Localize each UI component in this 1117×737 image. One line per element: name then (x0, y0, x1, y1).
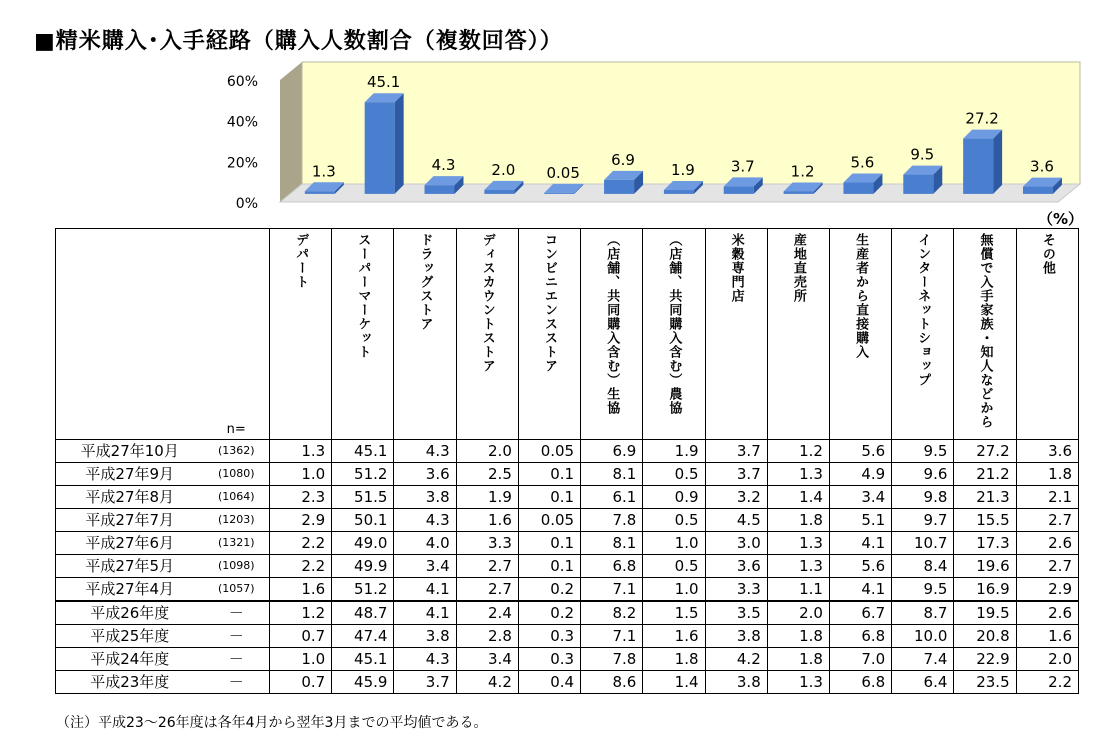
column-header (892, 229, 954, 440)
table-cell: 3.6 (1016, 440, 1078, 463)
column-header-line: 無償で入手 (977, 233, 993, 303)
table-cell: 3.3 (705, 578, 767, 602)
table-cell: 3.5 (705, 601, 767, 625)
table-row (56, 625, 1079, 648)
column-header-label: 生産者から直接購入 (853, 233, 869, 359)
row-n: － (204, 625, 270, 648)
table-cell: 0.7 (270, 671, 332, 694)
table-cell: 3.8 (394, 625, 456, 648)
table-cell: 4.2 (705, 648, 767, 671)
table-cell: 2.6 (1016, 532, 1078, 555)
table-cell: 3.3 (456, 532, 518, 555)
bar-value-label: 9.5 (910, 145, 935, 164)
table-cell: 5.1 (829, 509, 891, 532)
table-cell: 0.9 (643, 486, 705, 509)
table-cell: 50.1 (332, 509, 394, 532)
bar (843, 183, 873, 194)
table-cell: 1.0 (643, 532, 705, 555)
table-cell: 2.0 (1016, 648, 1078, 671)
column-header-label: インターネットショップ (915, 233, 931, 387)
bar (425, 185, 455, 194)
table-cell: 1.8 (1016, 463, 1078, 486)
table-cell: 45.1 (332, 440, 394, 463)
table-cell: 3.4 (394, 555, 456, 578)
column-header-line: 生協 (604, 387, 620, 415)
table-cell: 1.8 (643, 648, 705, 671)
table-cell: 6.9 (581, 440, 643, 463)
table-cell: 4.3 (394, 648, 456, 671)
table-cell: 45.1 (332, 648, 394, 671)
row-n: (1098) (204, 555, 270, 578)
table-cell: 7.0 (829, 648, 891, 671)
table-cell: 3.4 (829, 486, 891, 509)
bar-value-label: 0.05 (546, 163, 580, 182)
bar (784, 191, 814, 193)
table-cell: 0.05 (518, 440, 580, 463)
table-cell: 0.1 (518, 463, 580, 486)
table-cell: 3.6 (705, 555, 767, 578)
table-cell: 2.2 (1016, 671, 1078, 694)
table-row (56, 671, 1079, 694)
table-cell: 2.3 (270, 486, 332, 509)
column-header (518, 229, 580, 440)
row-period: 平成27年10月 (56, 440, 204, 463)
row-n: (1203) (204, 509, 270, 532)
table-cell: 4.5 (705, 509, 767, 532)
row-period: 平成27年9月 (56, 463, 204, 486)
table-cell: 0.5 (643, 555, 705, 578)
bar-value-label: 5.6 (850, 153, 875, 172)
row-period: 平成27年7月 (56, 509, 204, 532)
table-cell: 9.8 (892, 486, 954, 509)
table-cell: 19.6 (954, 555, 1016, 578)
y-tick-label: 0% (235, 196, 258, 212)
table-cell: 10.7 (892, 532, 954, 555)
table-cell: 9.7 (892, 509, 954, 532)
table-cell: 2.7 (456, 578, 518, 602)
row-n: － (204, 648, 270, 671)
table-cell: 1.8 (767, 625, 829, 648)
table-cell: 0.1 (518, 486, 580, 509)
table-row (56, 463, 1079, 486)
table-cell: 1.6 (456, 509, 518, 532)
bar (963, 139, 993, 194)
table-cell: 49.9 (332, 555, 394, 578)
table-cell: 7.4 (892, 648, 954, 671)
table-cell: 1.4 (643, 671, 705, 694)
bar-value-label: 3.7 (730, 157, 755, 176)
bar (604, 180, 634, 194)
table-cell: 4.1 (394, 601, 456, 625)
table-cell: 3.2 (705, 486, 767, 509)
table-cell: 0.4 (518, 671, 580, 694)
row-period: 平成24年度 (56, 648, 204, 671)
side-wall (280, 62, 302, 202)
table-cell: 0.1 (518, 555, 580, 578)
table-cell: 7.8 (581, 509, 643, 532)
table-cell: 6.7 (829, 601, 891, 625)
table-cell: 1.0 (643, 578, 705, 602)
row-period: 平成27年5月 (56, 555, 204, 578)
table-cell: 1.8 (767, 509, 829, 532)
table-cell: 8.1 (581, 532, 643, 555)
y-tick-label: 60% (226, 74, 258, 90)
row-n: (1080) (204, 463, 270, 486)
table-row (56, 509, 1079, 532)
column-header-line: 農協 (666, 387, 682, 415)
table-cell: 1.2 (767, 440, 829, 463)
table-row (56, 440, 1079, 463)
table-cell: 4.3 (394, 440, 456, 463)
table-cell: 4.3 (394, 509, 456, 532)
table-cell: 49.0 (332, 532, 394, 555)
table-cell: 2.8 (456, 625, 518, 648)
bar-side (395, 93, 404, 194)
table-cell: 8.7 (892, 601, 954, 625)
table-cell: 0.3 (518, 625, 580, 648)
table-cell: 1.4 (767, 486, 829, 509)
row-n: － (204, 601, 270, 625)
column-header (332, 229, 394, 440)
table-cell: 45.9 (332, 671, 394, 694)
table-cell: 3.4 (456, 648, 518, 671)
bar (544, 193, 574, 194)
table-cell: 6.4 (892, 671, 954, 694)
bar (1023, 187, 1053, 194)
column-header-label: ディスカウントストア (479, 233, 495, 373)
table-cell: 1.0 (270, 463, 332, 486)
table-row (56, 486, 1079, 509)
table-cell: 5.6 (829, 555, 891, 578)
table-cell: 21.2 (954, 463, 1016, 486)
table-cell: 1.3 (767, 555, 829, 578)
column-header-label: 産地直売所 (790, 233, 806, 303)
bar-value-label: 45.1 (366, 73, 401, 92)
column-header-label: 米穀専門店 (728, 233, 744, 303)
row-period: 平成27年4月 (56, 578, 204, 602)
bar-value-label: 3.6 (1030, 157, 1054, 176)
table-cell: 4.9 (829, 463, 891, 486)
table-cell: 2.7 (1016, 555, 1078, 578)
table-cell: 3.8 (705, 671, 767, 694)
bar-value-label: 4.3 (431, 156, 456, 175)
header-corner (56, 229, 204, 440)
table-cell: 2.0 (456, 440, 518, 463)
bar (724, 186, 754, 194)
bar (365, 102, 395, 194)
bar (484, 190, 514, 194)
table-cell: 1.8 (767, 648, 829, 671)
table-cell: 48.7 (332, 601, 394, 625)
column-header (829, 229, 891, 440)
table-cell: 3.8 (705, 625, 767, 648)
bar-value-label: 1.3 (311, 162, 336, 181)
table-cell: 2.7 (456, 555, 518, 578)
table-cell: 1.1 (767, 578, 829, 602)
n-label: n= (204, 229, 270, 440)
table-cell: 19.5 (954, 601, 1016, 625)
bar (305, 191, 335, 194)
page-title: ■精米購入･入手経路（購入人数割合（複数回答）） (34, 29, 563, 54)
table-row (56, 578, 1079, 602)
table-cell: 51.2 (332, 578, 394, 602)
row-period: 平成27年6月 (56, 532, 204, 555)
table-cell: 9.6 (892, 463, 954, 486)
table-cell: 0.3 (518, 648, 580, 671)
column-header (767, 229, 829, 440)
bar-value-label: 2.0 (491, 160, 516, 179)
table-cell: 20.8 (954, 625, 1016, 648)
table-cell: 0.5 (643, 463, 705, 486)
table-cell: 7.8 (581, 648, 643, 671)
data-table (55, 228, 1079, 694)
table-cell: 2.6 (1016, 601, 1078, 625)
table-cell: 2.7 (1016, 509, 1078, 532)
column-header (581, 229, 643, 440)
bar-value-label: 6.9 (611, 150, 635, 169)
bar-value-label: 27.2 (965, 109, 999, 128)
table-cell: 2.2 (270, 555, 332, 578)
column-header (270, 229, 332, 440)
column-header-label: コンビニエンスストア (541, 233, 557, 373)
table-cell: 51.5 (332, 486, 394, 509)
table-cell: 3.7 (705, 440, 767, 463)
column-header-label: デパート (293, 233, 309, 289)
y-tick-label: 20% (226, 155, 258, 172)
table-cell: 2.4 (456, 601, 518, 625)
column-header-line: 家族・知人などから (977, 303, 993, 429)
table-cell: 2.9 (270, 509, 332, 532)
table-cell: 0.7 (270, 625, 332, 648)
table-cell: 9.5 (892, 578, 954, 602)
table-cell: 1.3 (767, 671, 829, 694)
table-row (56, 648, 1079, 671)
table-cell: 7.1 (581, 625, 643, 648)
table-cell: 7.1 (581, 578, 643, 602)
table-cell: 22.9 (954, 648, 1016, 671)
table-cell: 2.1 (1016, 486, 1078, 509)
table-cell: 2.0 (767, 601, 829, 625)
row-period: 平成23年度 (56, 671, 204, 694)
table-row (56, 555, 1079, 578)
table-row (56, 601, 1079, 625)
column-header (705, 229, 767, 440)
table-cell: 1.6 (270, 578, 332, 602)
table-cell: 51.2 (332, 463, 394, 486)
table-cell: 4.0 (394, 532, 456, 555)
table-cell: 8.6 (581, 671, 643, 694)
table-cell: 17.3 (954, 532, 1016, 555)
bar-value-label: 1.9 (670, 161, 695, 180)
row-n: (1321) (204, 532, 270, 555)
column-header-label: スーパーマーケット (355, 233, 371, 359)
y-tick-label: 40% (226, 114, 258, 131)
table-cell: 1.6 (643, 625, 705, 648)
table-cell: 16.9 (954, 578, 1016, 602)
bar (903, 175, 933, 194)
table-cell: 1.3 (767, 532, 829, 555)
table-cell: 3.7 (705, 463, 767, 486)
table-cell: 21.3 (954, 486, 1016, 509)
table-cell: 23.5 (954, 671, 1016, 694)
table-cell: 0.5 (643, 509, 705, 532)
table-cell: 27.2 (954, 440, 1016, 463)
table-cell: 2.9 (1016, 578, 1078, 602)
table-cell: 6.8 (829, 671, 891, 694)
bar-value-label: 1.2 (790, 162, 815, 181)
table-cell: 0.2 (518, 601, 580, 625)
footnote: （注）平成23～26年度は各年4月から翌年3月までの平均値である。 (56, 715, 488, 731)
column-header (954, 229, 1016, 440)
unit-label: （%） (1038, 210, 1084, 228)
table-cell: 4.1 (829, 578, 891, 602)
table-cell: 1.9 (456, 486, 518, 509)
table-cell: 1.9 (643, 440, 705, 463)
table-cell: 6.8 (581, 555, 643, 578)
row-period: 平成27年8月 (56, 486, 204, 509)
table-cell: 15.5 (954, 509, 1016, 532)
column-header (394, 229, 456, 440)
row-n: (1057) (204, 578, 270, 602)
table-cell: 8.2 (581, 601, 643, 625)
table-cell: 1.5 (643, 601, 705, 625)
column-header (456, 229, 518, 440)
table-cell: 4.2 (456, 671, 518, 694)
table-cell: 9.5 (892, 440, 954, 463)
table-cell: 1.6 (1016, 625, 1078, 648)
table-cell: 1.0 (270, 648, 332, 671)
column-header-label: その他 (1039, 233, 1055, 275)
column-header (643, 229, 705, 440)
table-cell: 0.1 (518, 532, 580, 555)
table-cell: 2.2 (270, 532, 332, 555)
table-cell: 3.6 (394, 463, 456, 486)
table-cell: 1.3 (767, 463, 829, 486)
table-cell: 3.7 (394, 671, 456, 694)
column-header-label: ドラッグストア (417, 233, 433, 331)
column-header-line: （店舗、共同購入含む） (666, 233, 682, 387)
row-n: (1064) (204, 486, 270, 509)
table-cell: 2.5 (456, 463, 518, 486)
table-cell: 3.8 (394, 486, 456, 509)
row-n: (1362) (204, 440, 270, 463)
table-cell: 0.2 (518, 578, 580, 602)
row-period: 平成26年度 (56, 601, 204, 625)
table-cell: 47.4 (332, 625, 394, 648)
table-cell: 10.0 (892, 625, 954, 648)
bar-chart (0, 0, 1117, 230)
table-cell: 4.1 (829, 532, 891, 555)
table-cell: 3.0 (705, 532, 767, 555)
table-cell: 8.4 (892, 555, 954, 578)
table-cell: 4.1 (394, 578, 456, 602)
column-header (1016, 229, 1078, 440)
row-n: － (204, 671, 270, 694)
table-cell: 0.05 (518, 509, 580, 532)
table-cell: 6.8 (829, 625, 891, 648)
table-cell: 5.6 (829, 440, 891, 463)
table-cell: 8.1 (581, 463, 643, 486)
table-cell: 1.2 (270, 601, 332, 625)
table-row (56, 532, 1079, 555)
bar (664, 190, 694, 194)
row-period: 平成25年度 (56, 625, 204, 648)
table-cell: 6.1 (581, 486, 643, 509)
bar-side (993, 130, 1002, 194)
table-cell: 1.3 (270, 440, 332, 463)
column-header-line: （店舗、共同購入含む） (604, 233, 620, 387)
